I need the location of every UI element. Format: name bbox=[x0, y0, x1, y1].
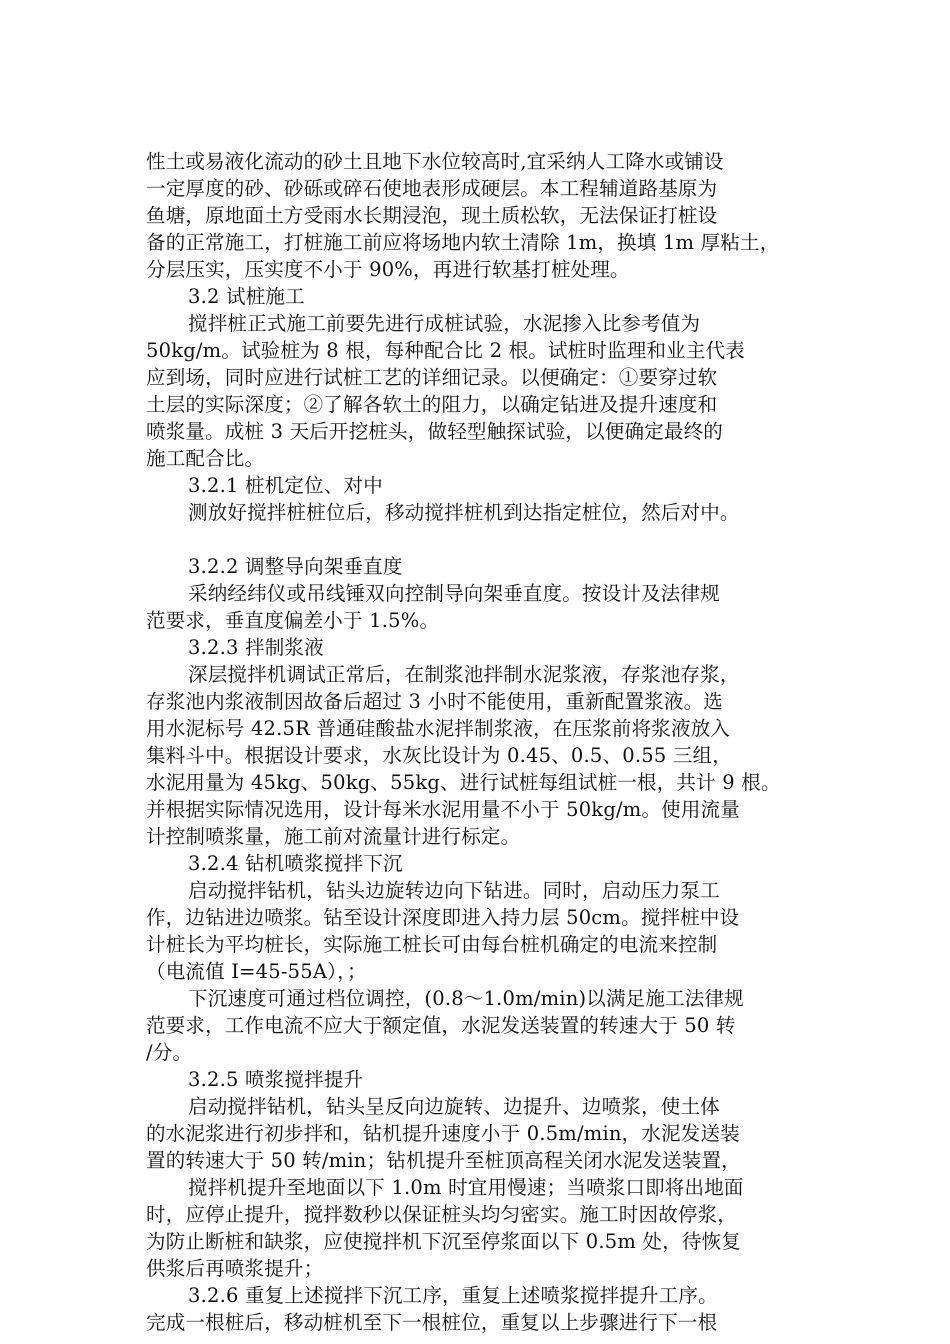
document-body bbox=[146, 148, 816, 1336]
text-line: 时，应停止提升，搅拌数秒以保证桩头均匀密实。施工时因故停浆， bbox=[146, 1203, 738, 1226]
text-line: 供浆后再喷浆提升； bbox=[146, 1257, 324, 1280]
text-line: 范要求，工作电流不应大于额定值，水泥发送装置的转速大于 50 转 bbox=[146, 1014, 736, 1037]
text-line: 分层压实，压实度不小于 90%，再进行软基打桩处理。 bbox=[146, 258, 630, 281]
text-line: 应到场，同时应进行试桩工艺的详细记录。以便确定：①要穿过软 bbox=[146, 366, 718, 389]
text-line: 搅拌机提升至地面以下 1.0m 时宜用慢速；当喷浆口即将出地面 bbox=[188, 1176, 744, 1199]
text-line: 深层搅拌机调试正常后，在制浆池拌制水泥浆液，存浆池存浆， bbox=[188, 663, 740, 686]
text-line: 存浆池内浆液制因故备后超过 3 小时不能使用，重新配置浆液。选 bbox=[146, 690, 724, 713]
text-line: 启动搅拌钻机，钻头呈反向边旋转、边提升、边喷浆，使土体 bbox=[188, 1095, 720, 1118]
text-line: 完成一根桩后，移动桩机至下一根桩位，重复以上步骤进行下一根 bbox=[146, 1311, 718, 1334]
text-line: 的水泥浆进行初步拌和，钻机提升速度小于 0.5m/min，水泥发送装 bbox=[146, 1122, 740, 1145]
text-line: 鱼塘，原地面土方受雨水长期浸泡，现土质松软，无法保证打桩设 bbox=[146, 204, 718, 227]
text-line: 喷浆量。成桩 3 天后开挖桩头，做轻型触探试验，以便确定最终的 bbox=[146, 420, 724, 443]
text-line: 土层的实际深度；②了解各软土的阻力，以确定钻进及提升速度和 bbox=[146, 393, 718, 416]
text-line: 3.2.6 重复上述搅拌下沉工序，重复上述喷浆搅拌提升工序。 bbox=[188, 1284, 718, 1307]
blank-line bbox=[146, 526, 816, 553]
text-line: 备的正常施工，打桩施工前应将场地内软土清除 1m，换填 1m 厚粘土， bbox=[146, 231, 780, 254]
text-line: 置的转速大于 50 转/min；钻机提升至桩顶高程关闭水泥发送装置， bbox=[146, 1149, 741, 1172]
text-line: 3.2.2 调整导向架垂直度 bbox=[188, 555, 403, 578]
text-line: 3.2.4 钻机喷浆搅拌下沉 bbox=[188, 852, 403, 875]
text-line: 启动搅拌钻机，钻头边旋转边向下钻进。同时，启动压力泵工 bbox=[188, 879, 720, 902]
text-line: 测放好搅拌桩桩位后，移动搅拌桩机到达指定桩位，然后对中。 bbox=[188, 501, 740, 524]
text-line: 范要求，垂直度偏差小于 1.5%。 bbox=[146, 609, 440, 632]
text-line: 并根据实际情况选用，设计每米水泥用量不小于 50kg/m。使用流量 bbox=[146, 798, 740, 821]
text-line: 50kg/m。试验桩为 8 根，每种配合比 2 根。试桩时监理和业主代表 bbox=[146, 339, 745, 362]
text-line: 3.2.5 喷浆搅拌提升 bbox=[188, 1068, 364, 1091]
text-line: 施工配合比。 bbox=[146, 447, 265, 470]
text-line: 用水泥标号 42.5R 普通硅酸盐水泥拌制浆液，在压浆前将浆液放入 bbox=[146, 717, 731, 740]
text-line: 采纳经纬仪或吊线锤双向控制导向架垂直度。按设计及法律规 bbox=[188, 582, 720, 605]
text-line: 3.2 试桩施工 bbox=[188, 285, 305, 308]
text-line: 搅拌桩正式施工前要先进行成桩试验，水泥掺入比参考值为 bbox=[188, 312, 701, 335]
text-line: 作，边钻进边喷浆。钻至设计深度即进入持力层 50cm。搅拌桩中设 bbox=[146, 906, 740, 929]
text-line: 计桩长为平均桩长，实际施工桩长可由每台桩机确定的电流来控制 bbox=[146, 933, 718, 956]
text-line: 下沉速度可通过档位调控，(0.8～1.0m/min)以满足施工法律规 bbox=[188, 987, 744, 1010]
text-line: 水泥用量为 45kg、50kg、55kg、进行试桩每组试桩一根，共计 9 根。 bbox=[146, 771, 781, 794]
text-line: 计控制喷浆量，施工前对流量计进行标定。 bbox=[146, 825, 521, 848]
text-line: （电流值 I=45-55A），； bbox=[146, 960, 367, 983]
text-line: /分。 bbox=[146, 1041, 193, 1064]
text-line: 3.2.1 桩机定位、对中 bbox=[188, 474, 383, 497]
text-line: 性土或易液化流动的砂土且地下水位较高时,宜采纳人工降水或铺设 bbox=[146, 150, 724, 173]
text-line: 一定厚度的砂、砂砾或碎石使地表形成硬层。本工程辅道路基原为 bbox=[146, 177, 718, 200]
text-line: 3.2.3 拌制浆液 bbox=[188, 636, 324, 659]
text-line: 为防止断桩和缺浆，应使搅拌机下沉至停浆面以下 0.5m 处，待恢复 bbox=[146, 1230, 741, 1253]
text-line: 集料斗中。根据设计要求，水灰比设计为 0.45、0.5、0.55 三组， bbox=[146, 744, 732, 767]
